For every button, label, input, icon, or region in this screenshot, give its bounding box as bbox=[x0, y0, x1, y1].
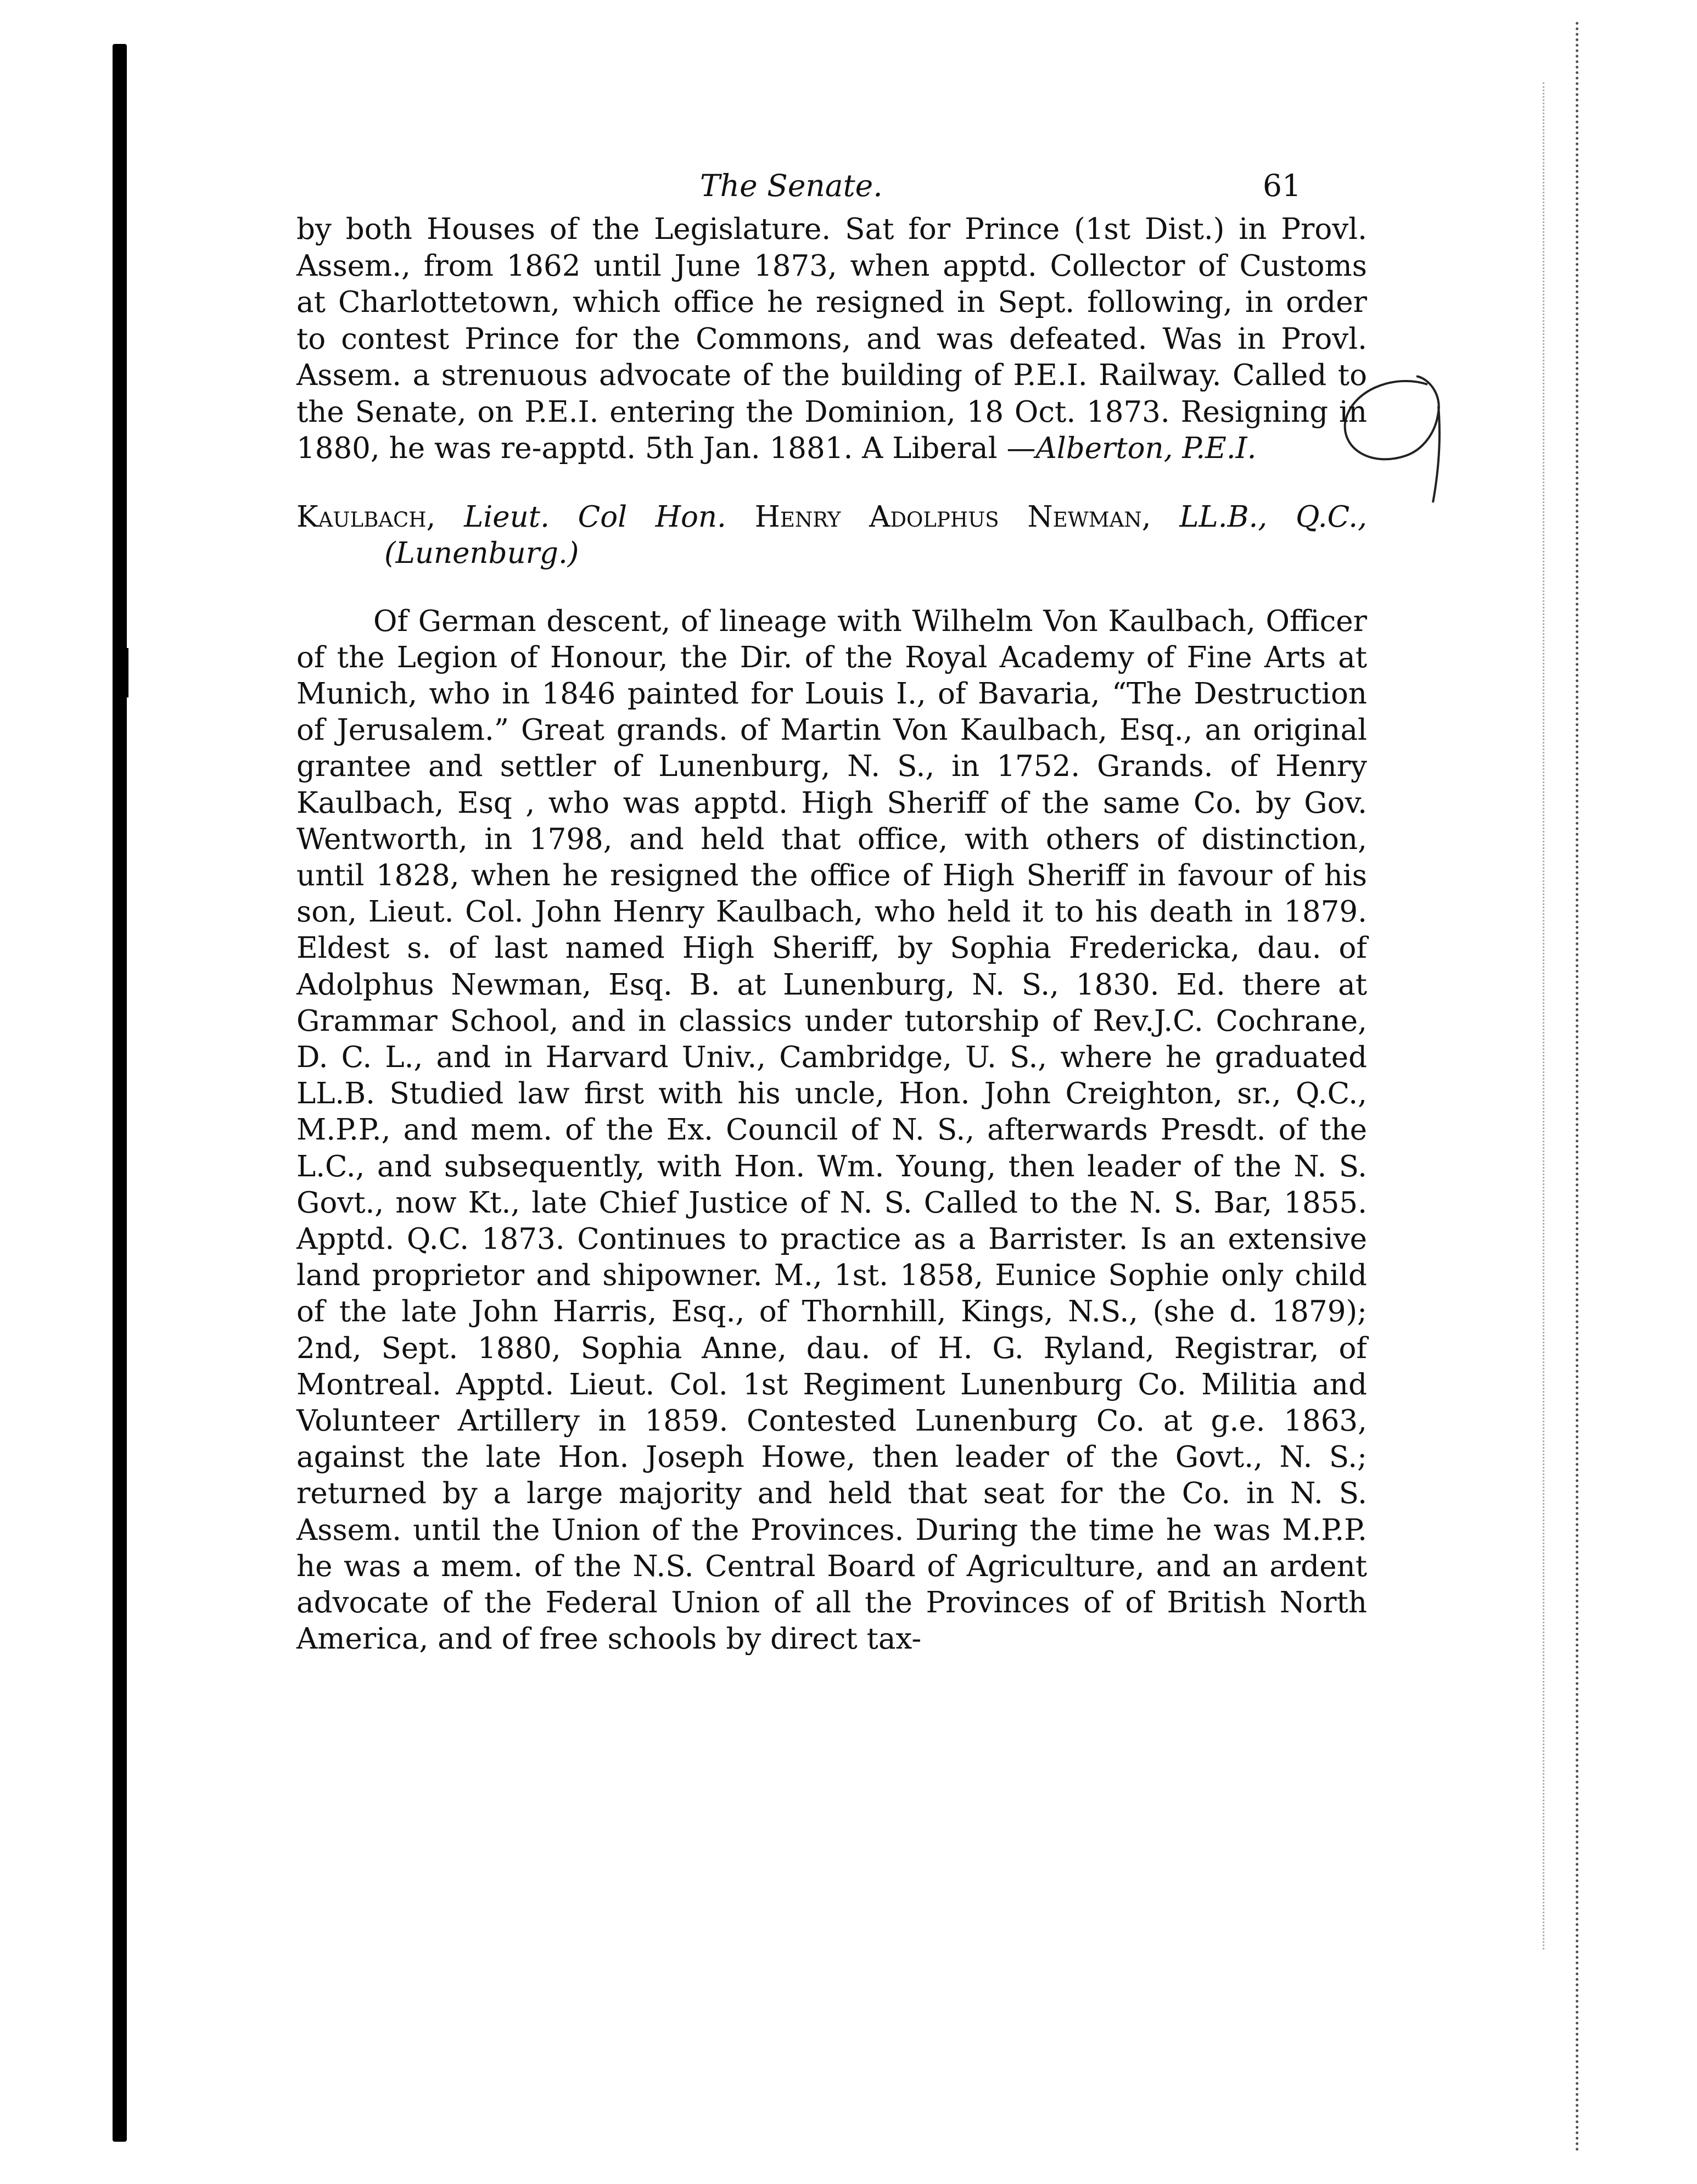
scan-border-notch bbox=[122, 648, 128, 697]
entry-constituency: (Lunenburg.) bbox=[384, 536, 579, 570]
document-page bbox=[296, 167, 1367, 1657]
entry-heading bbox=[296, 499, 1367, 572]
scan-border-right-inner bbox=[1543, 82, 1548, 1950]
continued-paragraph bbox=[296, 211, 1367, 467]
continued-paragraph-text: by both Houses of the Legislature. Sat for Prince (1st Dist.) in Provl. Assem., from 1862 until June 1873, when apptd. Collector of Customs at Charlottetown, which office he resigned in Sept. following, in order to contest Prince for the Commons, and was defeated. Was in Provl. Assem. a strenuous advocate of the building of P.E.I. Railway. Called to the Senate, on P.E.I. entering the Dominion, 18 Oct. 1873. Resigning in 1880, he was re-apptd. 5th Jan. 1881. A Liberal — bbox=[296, 213, 1367, 465]
running-head-title: The Senate. bbox=[700, 168, 883, 203]
scan-border-left bbox=[113, 44, 127, 2142]
entry-rank: Lieut. Col Hon. bbox=[464, 500, 726, 534]
scan-border-right bbox=[1576, 22, 1586, 2153]
continued-paragraph-location: Alberton, P.E.I. bbox=[1035, 432, 1257, 465]
running-head bbox=[296, 167, 1367, 211]
entry-surname: Kaulbach, bbox=[296, 500, 436, 534]
entry-degree: LL.B., Q.C., bbox=[1179, 500, 1367, 534]
entry-given-names: Henry Adolphus Newman, bbox=[754, 500, 1151, 534]
entry-biography: Of German descent, of lineage with Wilhelm Von Kaulbach, Officer of the Legion of Honour, the Dir. of the Royal Academy of Fine Arts at Munich, who in 1846 painted for Louis I., of Bavaria, “The Destruction of Jerusalem.” Great grands. of Martin Von Kaulbach, Esq., an original grantee and settler of Lunenburg, N. S., in 1752. Grands. of Henry Kaulbach, Esq , who was apptd. High Sheriff of the same Co. by Gov. Wentworth, in 1798, and held that office, with others of distinction, until 1828, when he resigned the office of High Sheriff in favour of his son, Lieut. Col. John Henry Kaulbach, who held it to his death in 1879. Eldest s. of last named High Sheriff, by Sophia Fredericka, dau. of Adolphus Newman, Esq. B. at Lunenburg, N. S., 1830. Ed. there at Grammar School, and in classics under tutorship of Rev.J.C. Cochrane, D. C. L., and in Harvard Univ., Cambridge, U. S., where he graduated LL.B. Studied law first with his uncle, Hon. John Creighton, sr., Q.C., M.P.P., and mem. of the Ex. Council of N. S., afterwards Presdt. of the L.C., and subsequently, with Hon. Wm. Young, then leader of the N. S. Govt., now Kt., late Chief Justice of N. S. Called to the N. S. Bar, 1855. Apptd. Q.C. 1873. Continues to practice as a Barrister. Is an extensive land proprietor and shipowner. M., 1st. 1858, Eunice Sophie only child of the late John Harris, Esq., of Thornhill, Kings, N.S., (she d. 1879); 2nd, Sept. 1880, Sophia Anne, dau. of H. G. Ryland, Registrar, of Montreal. Apptd. Lieut. Col. 1st Regiment Lunenburg Co. Militia and Volunteer Artillery in 1859. Contested Lunenburg Co. at g.e. 1863, against the late Hon. Joseph Howe, then leader of the Govt., N. S.; returned by a large majority and held that seat for the Co. in N. S. Assem. until the Union of the Provinces. During the time he was M.P.P. he was a mem. of the N.S. Central Board of Agriculture, and an ardent advocate of the Federal Union of all the Provinces of of British North America, and of free schools by direct tax- bbox=[296, 604, 1367, 1656]
page-number: 61 bbox=[1263, 168, 1301, 203]
